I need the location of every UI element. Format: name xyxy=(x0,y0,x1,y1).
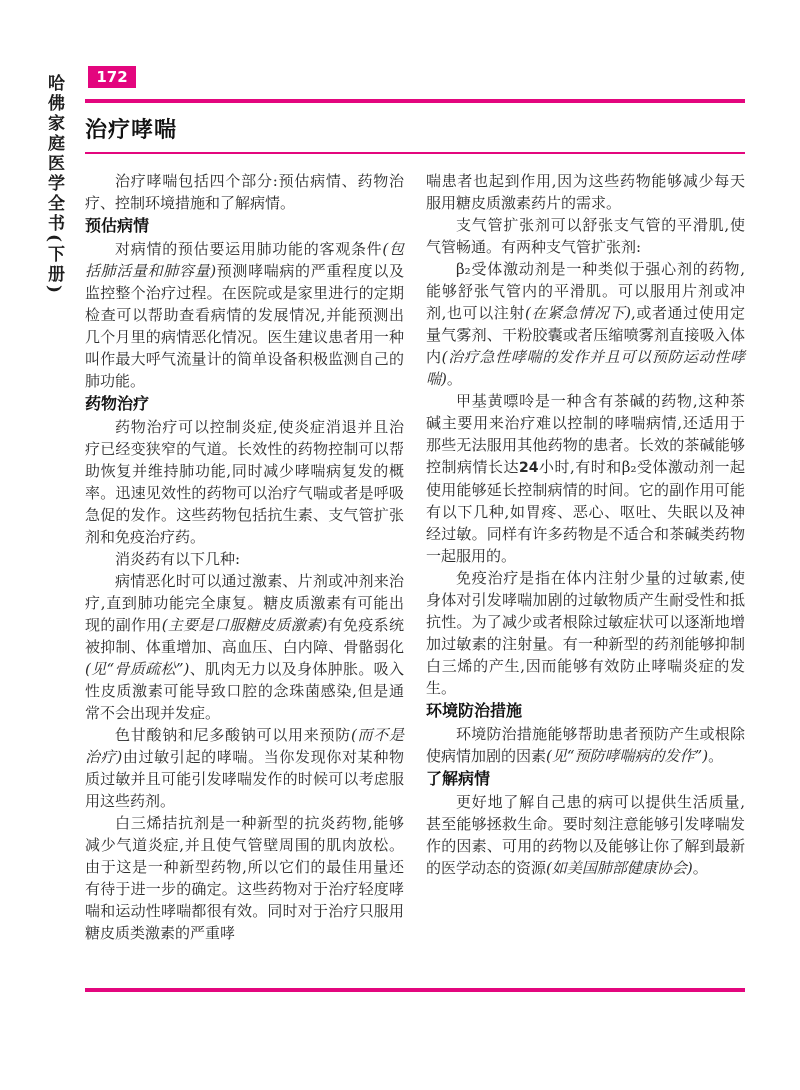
text-segment: 色甘酸钠和尼多酸钠可以用来预防 xyxy=(115,726,351,744)
text-segment: 白三烯拮抗剂是一种新型的抗炎药物,能够减少气道炎症,并且使气管壁周围的肌肉放松。由于这是一种新型药物,所以它们的最佳用量还有待于进一步的确定。这些药物对于治疗轻度哮喘和运动性哮喘都很有效。同时对于治疗只服用糖皮质类激素的严重哮 xyxy=(85,814,404,942)
paragraph xyxy=(426,214,745,258)
text-segment: 小时,有时和β₂受体激动剂一起使用能够延长控制病情的时间。它的副作用可能有以下几种,如胃疼、恶心、呕吐、失眠以及神经过敏。同样有许多药物是不适合和茶碱类药物一起服用的。 xyxy=(426,458,745,565)
text-segment: 有免疫系统被抑制、体重增加、高血压、白内障、骨骼弱化 xyxy=(85,616,404,656)
text-columns xyxy=(85,170,745,980)
section-heading: 环境防治措施 xyxy=(426,701,523,720)
spine-title: 哈佛家庭医学全书(下册) xyxy=(44,74,64,297)
paragraph xyxy=(85,416,404,548)
text-segment: (在紧急情况下) xyxy=(525,304,631,322)
text-segment: 支气管扩张剂可以舒张支气管的平滑肌,使气管畅通。有两种支气管扩张剂: xyxy=(426,216,745,256)
text-segment: 对病情的预估要运用肺功能的客观条件 xyxy=(115,240,383,258)
text-segment: (见“预防哮喘病的发作”) xyxy=(546,747,709,765)
text-segment: 治疗哮喘包括四个部分:预估病情、药物治疗、控制环境措施和了解病情。 xyxy=(85,172,404,212)
title-rule xyxy=(85,152,745,154)
section-heading: 药物治疗 xyxy=(85,394,150,413)
text-segment: 、肌肉无力以及身体肿胀。吸入性皮质激素可能导致口腔的念珠菌感染,但是通常不会出现并发症。 xyxy=(85,660,404,722)
text-segment: 更好地了解自己患的病可以提供生活质量,甚至能够拯救生命。要时刻注意能够引发哮喘发作的因素、可用的药物以及能够让你了解到最新的医学动态的资源 xyxy=(426,793,745,877)
text-segment: 24 xyxy=(519,460,539,476)
text-segment: (主要是口服糖皮质激素) xyxy=(161,616,328,634)
paragraph xyxy=(85,548,404,570)
paragraph xyxy=(85,812,404,944)
paragraph xyxy=(85,724,404,812)
text-segment: 免疫治疗是指在体内注射少量的过敏素,使身体对引发哮喘加剧的过敏物质产生耐受性和抵抗性。为了减少或者根除过敏症状可以逐渐地增加过敏素的注射量。有一种新型的药剂能够抑制白三烯的产生,因而能够有效防止哮喘炎症的发生。 xyxy=(426,569,745,697)
paragraph xyxy=(85,570,404,724)
paragraph xyxy=(426,723,745,767)
text-segment: 。 xyxy=(446,370,462,388)
column-left xyxy=(85,170,404,980)
text-segment: (见“骨质疏松”) xyxy=(85,660,190,678)
text-segment: 药物治疗可以控制炎症,使炎症消退并且治疗已经变狭窄的气道。长效性的药物控制可以帮助恢复并维持肺功能,同时减少哮喘病复发的概率。迅速见效性的药物可以治疗气喘或者是呼吸急促的发作。这些药物包括抗生素、支气管扩张剂和免疫治疗药。 xyxy=(85,418,404,546)
page-title: 治疗哮喘 xyxy=(85,117,178,143)
paragraph xyxy=(426,390,745,567)
paragraph xyxy=(426,258,745,390)
page-number-badge: 172 xyxy=(88,66,136,88)
text-segment: ,或者通过使用定量气雾剂、干粉胶囊或者压缩喷雾剂直接吸入体内 xyxy=(426,304,745,366)
text-segment: (如美国肺部健康协会) xyxy=(546,859,693,877)
text-segment: 预测哮喘病的严重程度以及监控整个治疗过程。在医院或是家里进行的定期检查可以帮助查看病情的发展情况,并能预测出几个月里的病情恶化情况。医生建议患者用一种叫作最大呼气流量计的简单设备积极监测自己的肺功能。 xyxy=(85,262,404,390)
text-segment: 喘患者也起到作用,因为这些药物能够减少每天服用糖皮质激素药片的需求。 xyxy=(426,172,745,212)
section-heading: 预估病情 xyxy=(85,216,150,235)
text-segment: 甲基黄嘌呤是一种含有茶碱的药物,这种茶碱主要用来治疗难以控制的哮喘病情,还适用于那些无法服用其他药物的患者。长效的茶碱能够控制病情长达 xyxy=(426,392,745,476)
text-segment: 消炎药有以下几种: xyxy=(115,550,241,568)
text-segment: β₂受体激动剂是一种类似于强心剂的药物,能够舒张气管内的平滑肌。可以服用片剂或冲剂,也可以注射 xyxy=(426,260,745,322)
paragraph xyxy=(85,170,404,214)
text-segment: (包括肺活量和肺容量) xyxy=(85,240,404,280)
text-segment: (治疗急性哮喘的发作并且可以预防运动性哮喘) xyxy=(426,348,745,388)
column-right xyxy=(426,170,745,980)
section-heading: 了解病情 xyxy=(426,769,491,788)
paragraph xyxy=(426,170,745,214)
text-segment: 病情恶化时可以通过激素、片剂或冲剂来治疗,直到肺功能完全康复。糖皮质激素有可能出现的副作用 xyxy=(85,572,404,634)
text-segment: 由过敏引起的哮喘。当你发现你对某种物质过敏并且可能引发哮喘发作的时候可以考虑服用这些药剂。 xyxy=(85,748,404,810)
top-rule xyxy=(85,99,745,103)
text-segment: 。 xyxy=(692,859,708,877)
paragraph xyxy=(426,791,745,879)
text-segment: (而不是治疗) xyxy=(85,726,404,766)
text-segment: 环境防治措施能够帮助患者预防产生或根除使病情加剧的因素 xyxy=(426,725,745,765)
text-segment: 。 xyxy=(708,747,724,765)
bottom-rule xyxy=(85,988,745,992)
paragraph xyxy=(85,238,404,392)
paragraph xyxy=(426,567,745,699)
